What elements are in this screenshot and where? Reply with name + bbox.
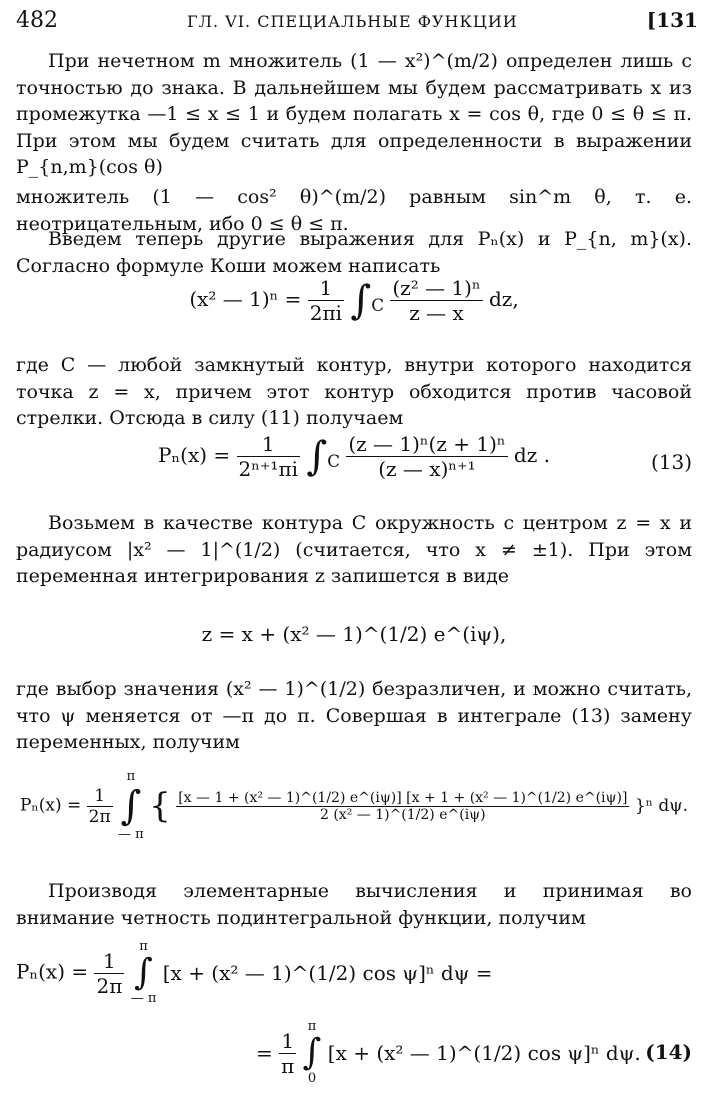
eq13-contour: C: [327, 452, 340, 471]
page-header: [16, 8, 698, 38]
paragraph-5: Возьмем в качестве контура C окружность с центром z = x и радиусом |x² — 1|^(1/2) (считается, что x ≠ ±1). При этом переменная интегрирования z запишется в виде: [16, 512, 692, 587]
equation-substitution: z = x + (x² — 1)^(1/2) e^(iψ),: [201, 622, 507, 646]
left-brace: {: [149, 786, 171, 826]
eq14-coefficient: $\frac{1}{2\pi}$: [96, 948, 123, 998]
eq-cauchy-dz: dz,: [488, 287, 519, 311]
integral-sign: ∫: [306, 433, 328, 480]
eq14b-coefficient: $\frac{1}{\pi}$: [281, 1028, 295, 1078]
eq-long-fraction: [x — 1 + (x² — 1)^(1/2) e^(iψ)] [x + 1 + (x² — 1)^(1/2) e^(iψ)] 2 (x² — 1)^(1/2) e^(iψ): [178, 789, 628, 823]
eq14-lhs: Pₙ(x) =: [16, 959, 89, 984]
equation-13: [16, 432, 692, 481]
section-number: [131: [646, 8, 698, 32]
eq-long-tail: }ⁿ dψ.: [634, 796, 689, 816]
paragraph-1: При нечетном m множитель (1 — x²)^(m/2) определен лишь с точностью до знака. В дальнейшем мы будем рассматривать x из промежутка —1 ≤ x ≤ 1 и будем полагать x = cos θ, где 0 ≤ θ ≤ π. При этом мы будем считать для определенности в выражении P_{n,m}(cos θ): [16, 50, 692, 178]
integral-sign: ∫: [134, 952, 153, 993]
equation-cauchy: [16, 276, 692, 325]
integral-sign: ∫: [350, 277, 372, 324]
eq-cauchy-coefficient: $\frac{1}{2\pi i}$: [309, 276, 343, 325]
eq-long-coefficient: $\frac{1}{2\pi}$: [88, 785, 111, 827]
eq-long-limits: π ∫ — π: [118, 769, 144, 842]
eq-long-lhs: Pₙ(x) =: [19, 795, 82, 816]
paragraph-2: множитель (1 — cos² θ)^(m/2) равным sin^m θ, т. е. неотрицательным, ибо 0 ≤ θ ≤ π.: [16, 186, 692, 235]
eq14b-body: [x + (x² — 1)^(1/2) cos ψ]ⁿ dψ.: [327, 1041, 641, 1065]
paragraph-3: Введем теперь другие выражения для Pₙ(x) и P_{n, m}(x). Согласно формуле Коши можем написать: [16, 228, 692, 277]
eq13-fraction: $\frac{\text{(z — 1)ⁿ(z + 1)ⁿ}}{\text{(z — x)ⁿ⁺¹}}$: [348, 432, 506, 481]
equation-long: [16, 770, 692, 842]
eq13-coefficient: $\frac{1}{\text{2ⁿ⁺¹πi}}$: [238, 432, 298, 481]
eq14b-equals: =: [256, 1041, 273, 1065]
page-number: 482: [16, 8, 58, 33]
eq14-label: (14): [645, 1040, 692, 1064]
equation-14-line-1: [16, 940, 692, 1006]
eq-cauchy-contour: C: [371, 296, 384, 315]
equation-14-line-2: [16, 1020, 692, 1086]
integral-sign: ∫: [302, 1032, 322, 1073]
eq14-body: [x + (x² — 1)^(1/2) cos ψ]ⁿ dψ =: [162, 961, 493, 985]
eq-cauchy-lhs: (x² — 1)ⁿ =: [189, 287, 302, 311]
chapter-title: ГЛ. VI. СПЕЦИАЛЬНЫЕ ФУНКЦИИ: [187, 12, 518, 31]
eq13-lhs: Pₙ(x) =: [158, 443, 231, 467]
eq14-limits: π ∫ — π: [130, 939, 157, 1006]
eq13-dz: dz .: [513, 443, 550, 467]
eq13-label: (13): [650, 450, 692, 474]
eq-cauchy-fraction: $\frac{\text{(z² — 1)ⁿ}}{z — x}$: [392, 276, 481, 325]
paragraph-6: где выбор значения (x² — 1)^(1/2) безразличен, и можно считать, что ψ меняется от —π до π. Совершая в интеграле (13) замену переменных, получим: [16, 678, 692, 753]
paragraph-4: где C — любой замкнутый контур, внутри которого находится точка z = x, причем этот контур обходится против часовой стрелки. Отсюда в силу (11) получаем: [16, 354, 692, 429]
paragraph-7: Производя элементарные вычисления и принимая во внимание четность подинтегральной функции, получим: [16, 880, 692, 929]
eq14b-limits: π ∫ 0: [302, 1019, 322, 1086]
integral-sign: ∫: [120, 783, 142, 829]
